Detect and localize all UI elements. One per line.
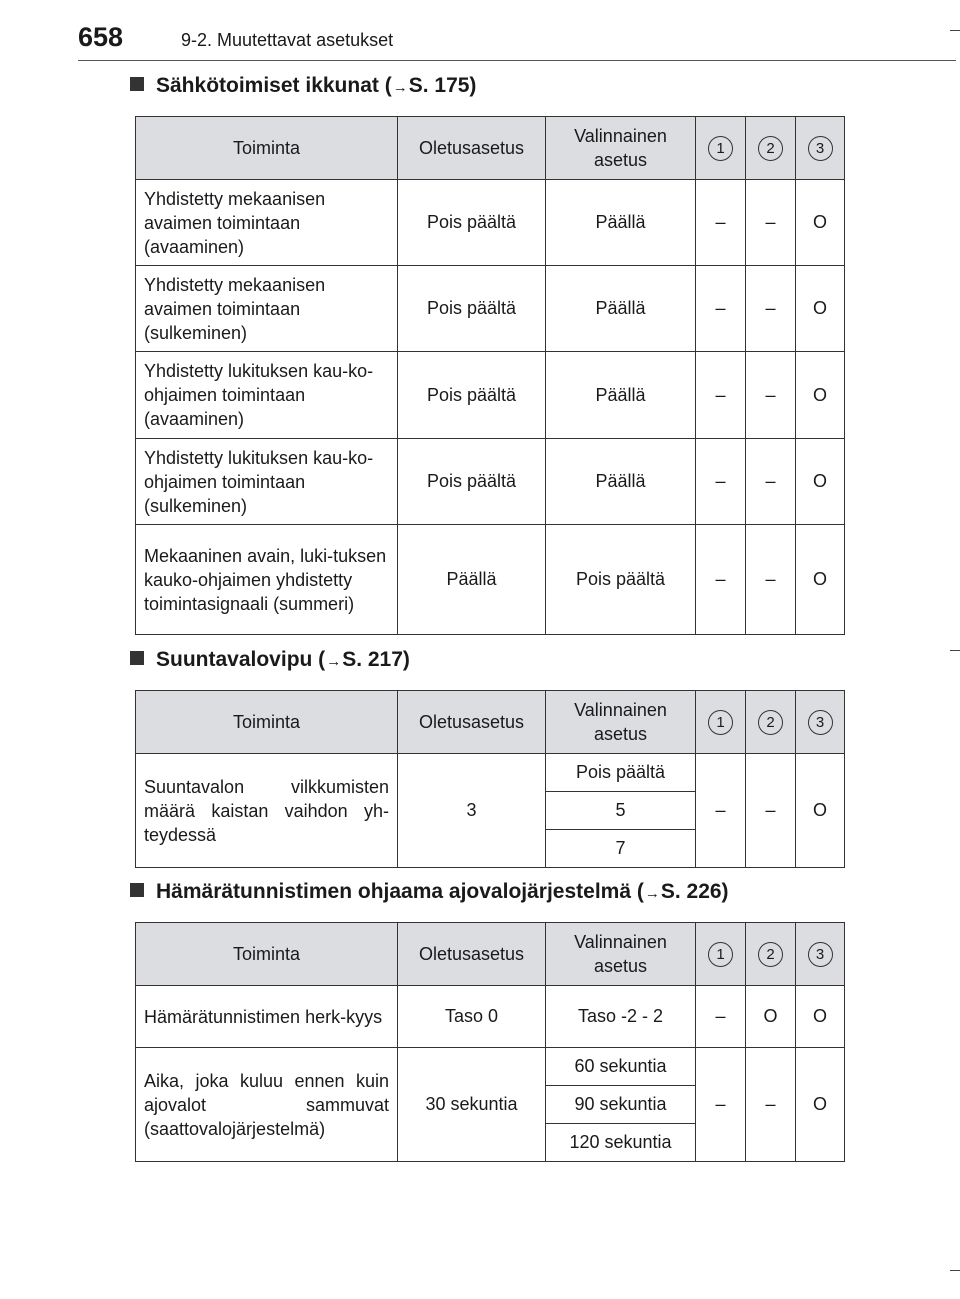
method-1-cell: –: [696, 439, 746, 525]
table-header-row: [136, 117, 845, 180]
col-default: Oletusasetus: [398, 691, 546, 754]
col-optional: Valinnainen asetus: [546, 691, 696, 754]
optional-cell: 60 sekuntia: [546, 1048, 696, 1086]
method-1-cell: –: [696, 986, 746, 1048]
col-default: Oletusasetus: [398, 117, 546, 180]
default-cell: 3: [398, 754, 546, 868]
function-cell: Suuntavalon vilkkumisten määrä kaistan vaihdon yh-teydessä: [136, 754, 398, 868]
optional-cell: 90 sekuntia: [546, 1086, 696, 1124]
settings-table-power-windows: [135, 116, 845, 635]
col-optional: Valinnainen asetus: [546, 923, 696, 986]
method-1-cell: –: [696, 525, 746, 635]
default-cell: Pois päältä: [398, 180, 546, 266]
method-1-cell: –: [696, 1048, 746, 1162]
function-cell: Aika, joka kuluu ennen kuin ajovalot sammuvat (saattovalojärjestelmä): [136, 1048, 398, 1162]
section-title-light-sensor: Hämärätunnistimen ohjaama ajovalojärjestelmä (→S. 226): [130, 880, 729, 904]
method-1-cell: –: [696, 180, 746, 266]
function-cell: Yhdistetty lukituksen kau-ko-ohjaimen toimintaan (avaaminen): [136, 352, 398, 439]
col-method-2: [746, 923, 796, 986]
method-3-cell: O: [796, 525, 845, 635]
default-cell: Päällä: [398, 525, 546, 635]
table-row: [136, 266, 845, 352]
method-3-cell: O: [796, 266, 845, 352]
optional-cell: Päällä: [546, 180, 696, 266]
col-default: Oletusasetus: [398, 923, 546, 986]
circled-number-3: 3: [808, 942, 833, 967]
page-number: 658: [78, 22, 124, 52]
default-cell: Pois päältä: [398, 266, 546, 352]
circled-number-3: 3: [808, 710, 833, 735]
optional-cell: Pois päältä: [546, 525, 696, 635]
circled-number-2: 2: [758, 942, 783, 967]
square-bullet-icon: [130, 651, 144, 665]
col-function: Toiminta: [136, 691, 398, 754]
method-2-cell: –: [746, 1048, 796, 1162]
default-cell: 30 sekuntia: [398, 1048, 546, 1162]
method-1-cell: –: [696, 266, 746, 352]
table-row: [136, 1048, 845, 1086]
edge-mark: [950, 650, 960, 651]
method-3-cell: O: [796, 754, 845, 868]
square-bullet-icon: [130, 883, 144, 897]
table-header-row: [136, 691, 845, 754]
optional-cell: Päällä: [546, 439, 696, 525]
table-row: [136, 986, 845, 1048]
circled-number-2: 2: [758, 710, 783, 735]
col-method-3: [796, 691, 845, 754]
optional-cell: Taso -2 - 2: [546, 986, 696, 1048]
edge-mark: [950, 1270, 960, 1271]
method-2-cell: –: [746, 180, 796, 266]
settings-table-turn-signal: [135, 690, 845, 868]
arrow-icon: →: [644, 885, 660, 902]
col-method-2: [746, 117, 796, 180]
default-cell: Taso 0: [398, 986, 546, 1048]
method-1-cell: –: [696, 352, 746, 439]
circled-number-2: 2: [758, 136, 783, 161]
method-2-cell: –: [746, 352, 796, 439]
col-method-1: [696, 923, 746, 986]
table-row: [136, 352, 845, 439]
section-title-power-windows: Sähkötoimiset ikkunat (→S. 175): [130, 74, 476, 98]
circled-number-1: 1: [708, 942, 733, 967]
col-function: Toiminta: [136, 117, 398, 180]
method-3-cell: O: [796, 1048, 845, 1162]
function-cell: Yhdistetty mekaanisen avaimen toimintaan (avaaminen): [136, 180, 398, 266]
table-row: [136, 180, 845, 266]
optional-cell: Päällä: [546, 266, 696, 352]
table-row: [136, 525, 845, 635]
circled-number-1: 1: [708, 710, 733, 735]
method-3-cell: O: [796, 986, 845, 1048]
method-2-cell: –: [746, 754, 796, 868]
col-method-1: [696, 117, 746, 180]
optional-cell: 7: [546, 830, 696, 868]
method-2-cell: –: [746, 525, 796, 635]
arrow-icon: →: [326, 653, 342, 670]
function-cell: Mekaaninen avain, luki-tuksen kauko-ohjaimen yhdistetty toimintasignaali (summeri): [136, 525, 398, 635]
default-cell: Pois päältä: [398, 439, 546, 525]
edge-mark: [950, 30, 960, 31]
table-row: [136, 754, 845, 792]
circled-number-1: 1: [708, 136, 733, 161]
table-row: [136, 439, 845, 525]
circled-number-3: 3: [808, 136, 833, 161]
col-function: Toiminta: [136, 923, 398, 986]
header-rule: [78, 60, 956, 61]
method-3-cell: O: [796, 180, 845, 266]
arrow-icon: →: [392, 79, 408, 96]
method-2-cell: O: [746, 986, 796, 1048]
settings-table-light-sensor: [135, 922, 845, 1162]
method-1-cell: –: [696, 754, 746, 868]
col-method-1: [696, 691, 746, 754]
col-method-3: [796, 117, 845, 180]
chapter-title: 9-2. Muutettavat asetukset: [181, 30, 394, 50]
method-2-cell: –: [746, 266, 796, 352]
default-cell: Pois päältä: [398, 352, 546, 439]
optional-cell: Pois päältä: [546, 754, 696, 792]
optional-cell: Päällä: [546, 352, 696, 439]
col-optional: Valinnainen asetus: [546, 117, 696, 180]
col-method-2: [746, 691, 796, 754]
method-3-cell: O: [796, 439, 845, 525]
method-2-cell: –: [746, 439, 796, 525]
optional-cell: 5: [546, 792, 696, 830]
section-title-turn-signal: Suuntavalovipu (→S. 217): [130, 648, 410, 672]
function-cell: Hämärätunnistimen herk-kyys: [136, 986, 398, 1048]
function-cell: Yhdistetty lukituksen kau-ko-ohjaimen toimintaan (sulkeminen): [136, 439, 398, 525]
col-method-3: [796, 923, 845, 986]
function-cell: Yhdistetty mekaanisen avaimen toimintaan (sulkeminen): [136, 266, 398, 352]
method-3-cell: O: [796, 352, 845, 439]
optional-cell: 120 sekuntia: [546, 1124, 696, 1162]
square-bullet-icon: [130, 77, 144, 91]
table-header-row: [136, 923, 845, 986]
